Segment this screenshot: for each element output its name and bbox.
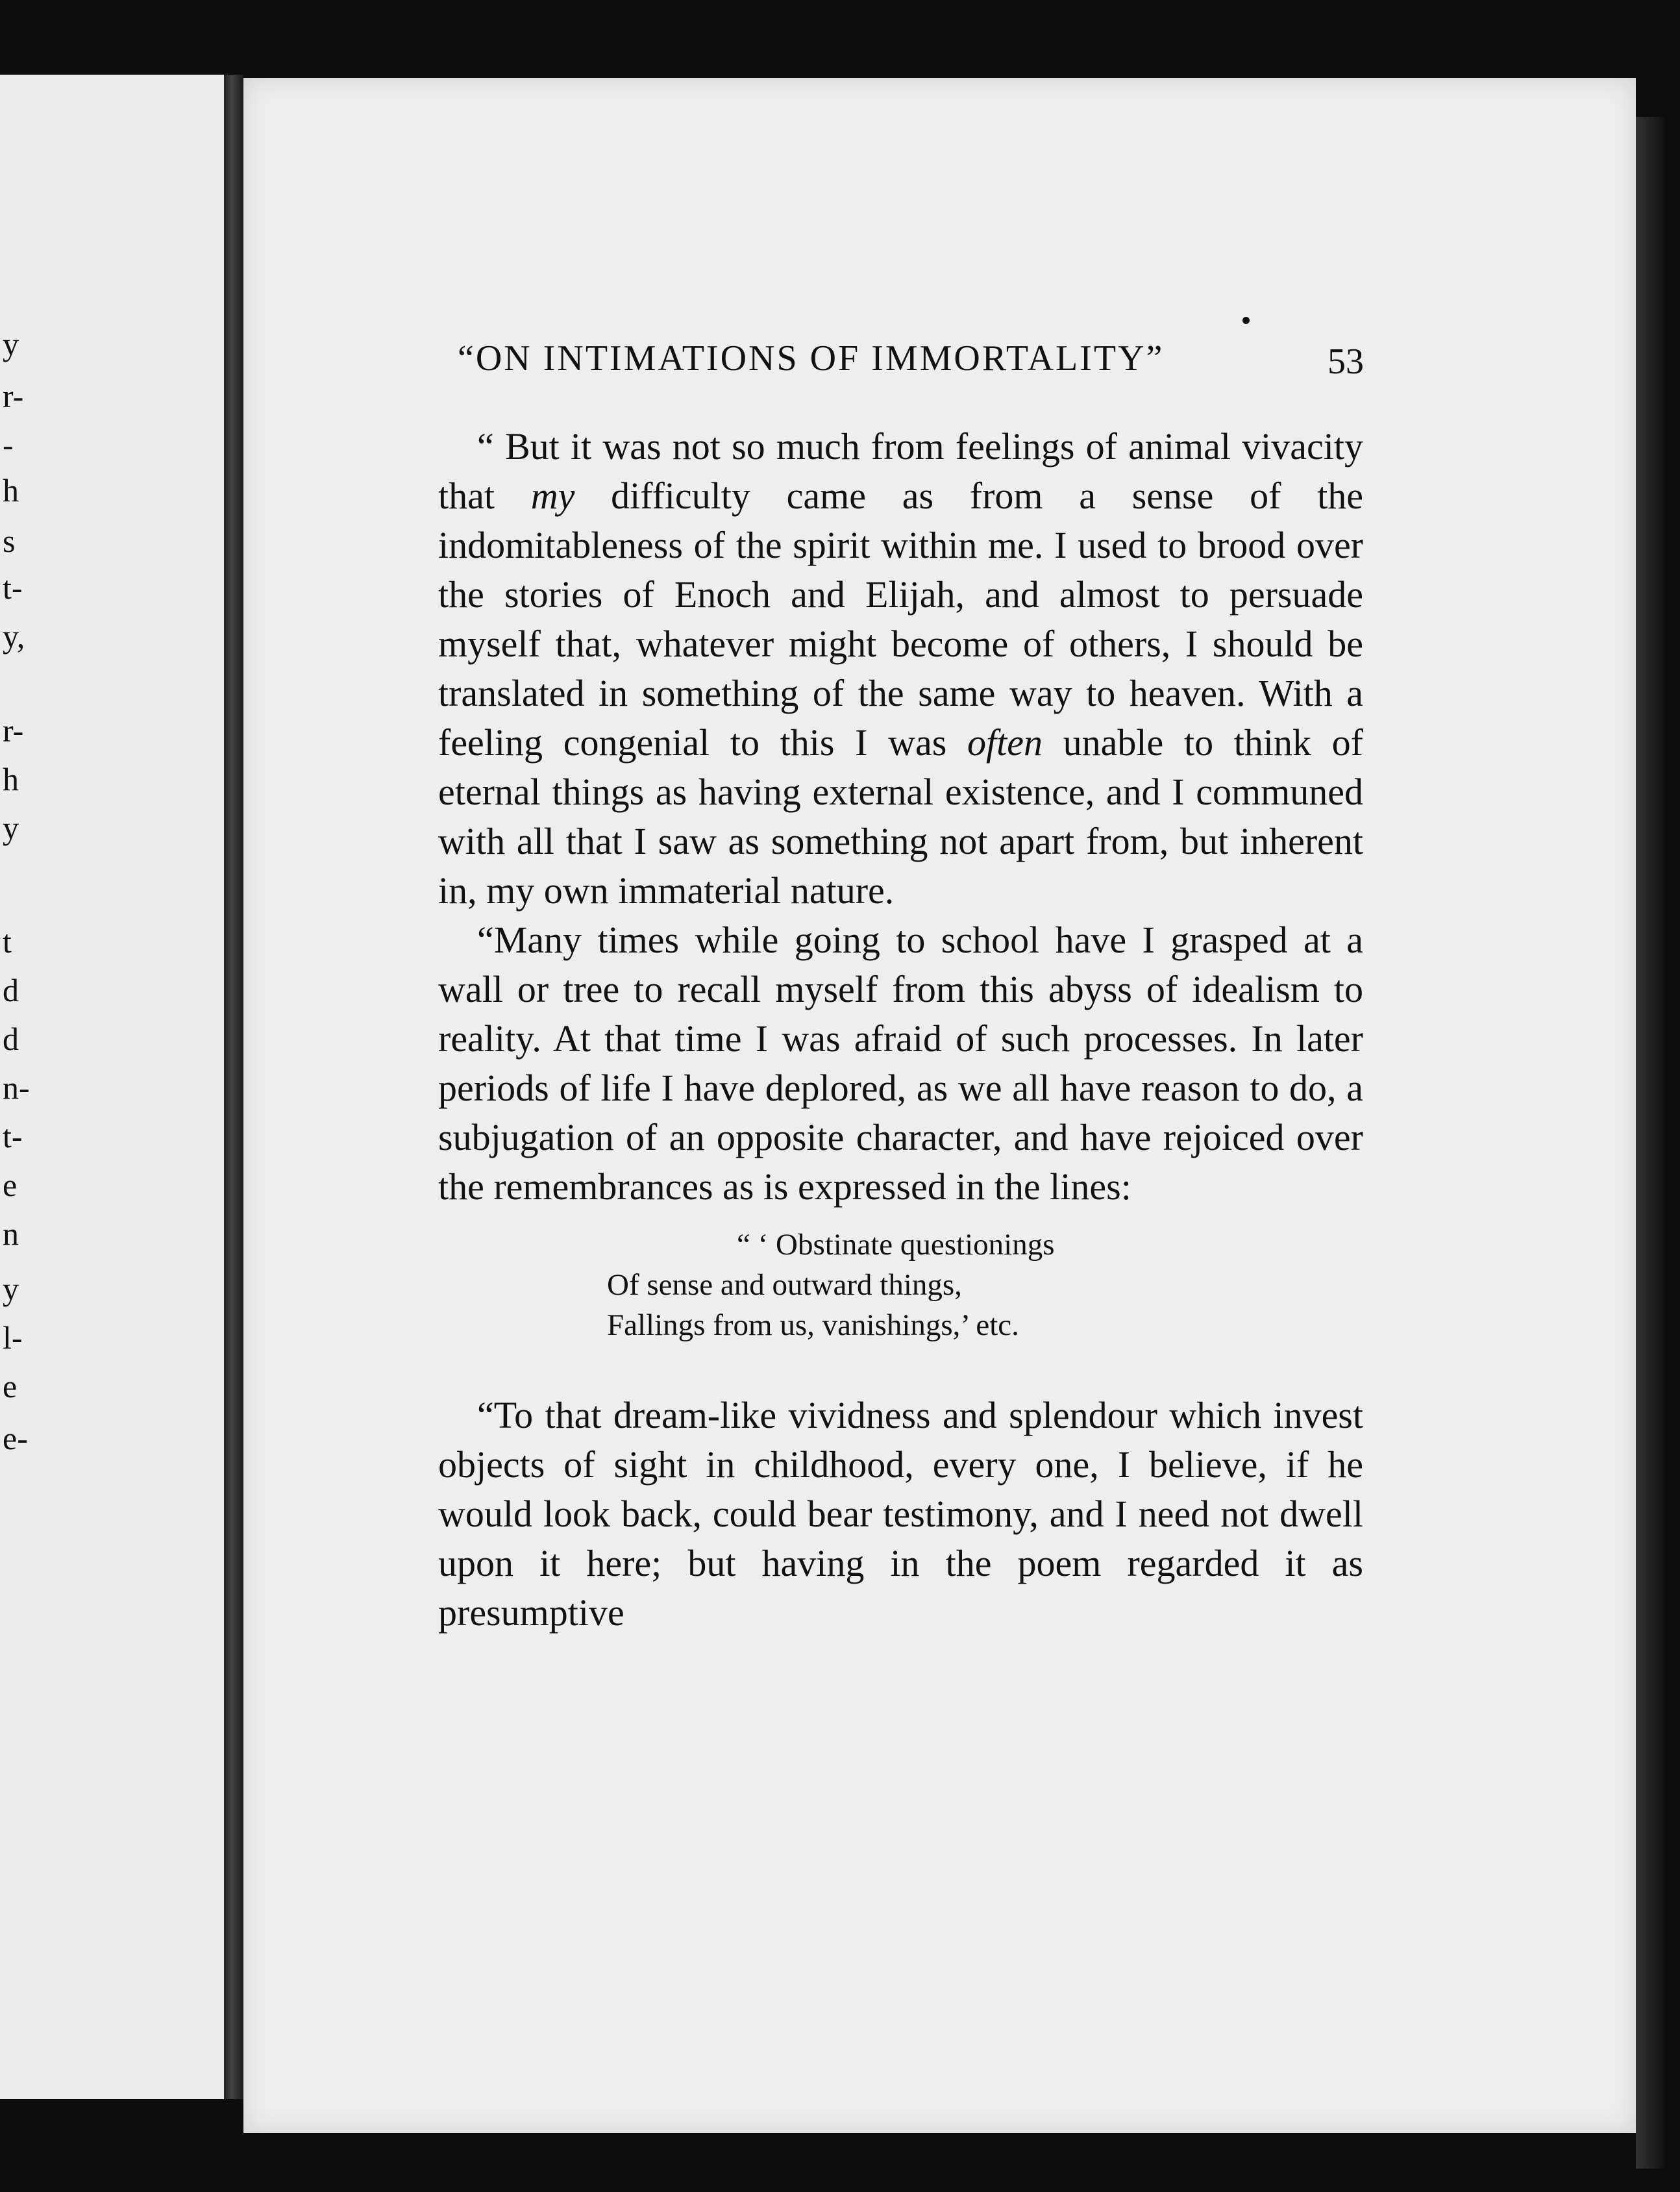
edge-letter: n — [3, 1215, 19, 1252]
paragraph-1-text-a: “ But it was not so much from feelings of animal vivacity that — [438, 425, 1363, 517]
paragraph-1-text-c: unable to think of eternal things as having external existence, and I communed with all that I saw as something not apart from, but inherent in, my own immaterial nature. — [438, 721, 1363, 912]
edge-letter: y, — [3, 618, 25, 654]
paragraph-1-text-b: difficulty came as from a sense of the indomitableness of the spirit within me. I used to brood over the stories of Enoch and Elijah, and almost to persuade myself that, whatever might become of others, I should be translated in something of the same way to heaven. With a feeling congenial to this I was — [438, 475, 1363, 764]
page-edge — [1636, 117, 1665, 2169]
paragraph-2: “Many times while going to school have I grasped at a wall or tree to recall myself from this abyss of idealism to reality. At that time I was afraid of such processes. In later periods of life I have deplored, as we all have reason to do, a subjugation of an opposite character, and have rejoiced over the remembrances as is expressed in the lines: — [438, 919, 1363, 1208]
edge-letter: t- — [3, 1118, 23, 1154]
edge-letter: t- — [3, 569, 23, 606]
edge-letter: - — [3, 427, 14, 463]
edge-letter: h — [3, 472, 19, 508]
edge-letter: e- — [3, 1420, 28, 1456]
left-page-fragment — [0, 75, 229, 2099]
edge-letter: y — [3, 1271, 19, 1307]
edge-letter: n- — [3, 1069, 30, 1106]
poem-line: Of sense and outward things, — [607, 1268, 962, 1302]
edge-letter: y — [3, 326, 19, 362]
edge-letter: d — [3, 972, 19, 1008]
body-text — [438, 422, 1363, 1638]
edge-letter: t — [3, 923, 12, 960]
edge-letter: r- — [3, 378, 24, 414]
edge-letter: s — [3, 523, 16, 559]
poem-quotation — [607, 1225, 1363, 1345]
edge-letter: h — [3, 761, 19, 797]
edge-letter: e — [3, 1167, 18, 1203]
edge-letter: d — [3, 1021, 19, 1057]
poem-line: “ ‘ Obstinate questionings — [737, 1228, 1055, 1262]
paragraph-1 — [438, 422, 1363, 915]
page-number: 53 — [1328, 342, 1364, 382]
edge-letter: r- — [3, 712, 24, 749]
emphasis-my: my — [530, 475, 575, 517]
emphasis-often: often — [967, 721, 1043, 764]
edge-letter: l- — [3, 1319, 23, 1356]
paragraph-3: “To that dream-like vividness and splendour which invest objects of sight in childhood, every one, I believe, if he would look back, could bear testimony, and I need not dwell upon it here; but having in the poem regarded it as presumptive — [438, 1394, 1363, 1634]
left-page-edge-letters — [0, 75, 30, 2099]
poem-line: Fallings from us, vanishings,’ etc. — [607, 1308, 1019, 1342]
running-head: “ON INTIMATIONS OF IMMORTALITY” — [458, 338, 1165, 379]
edge-letter: e — [3, 1368, 18, 1404]
book-gutter — [224, 75, 243, 2099]
edge-letter: y — [3, 810, 19, 846]
ink-speck — [1242, 317, 1250, 324]
